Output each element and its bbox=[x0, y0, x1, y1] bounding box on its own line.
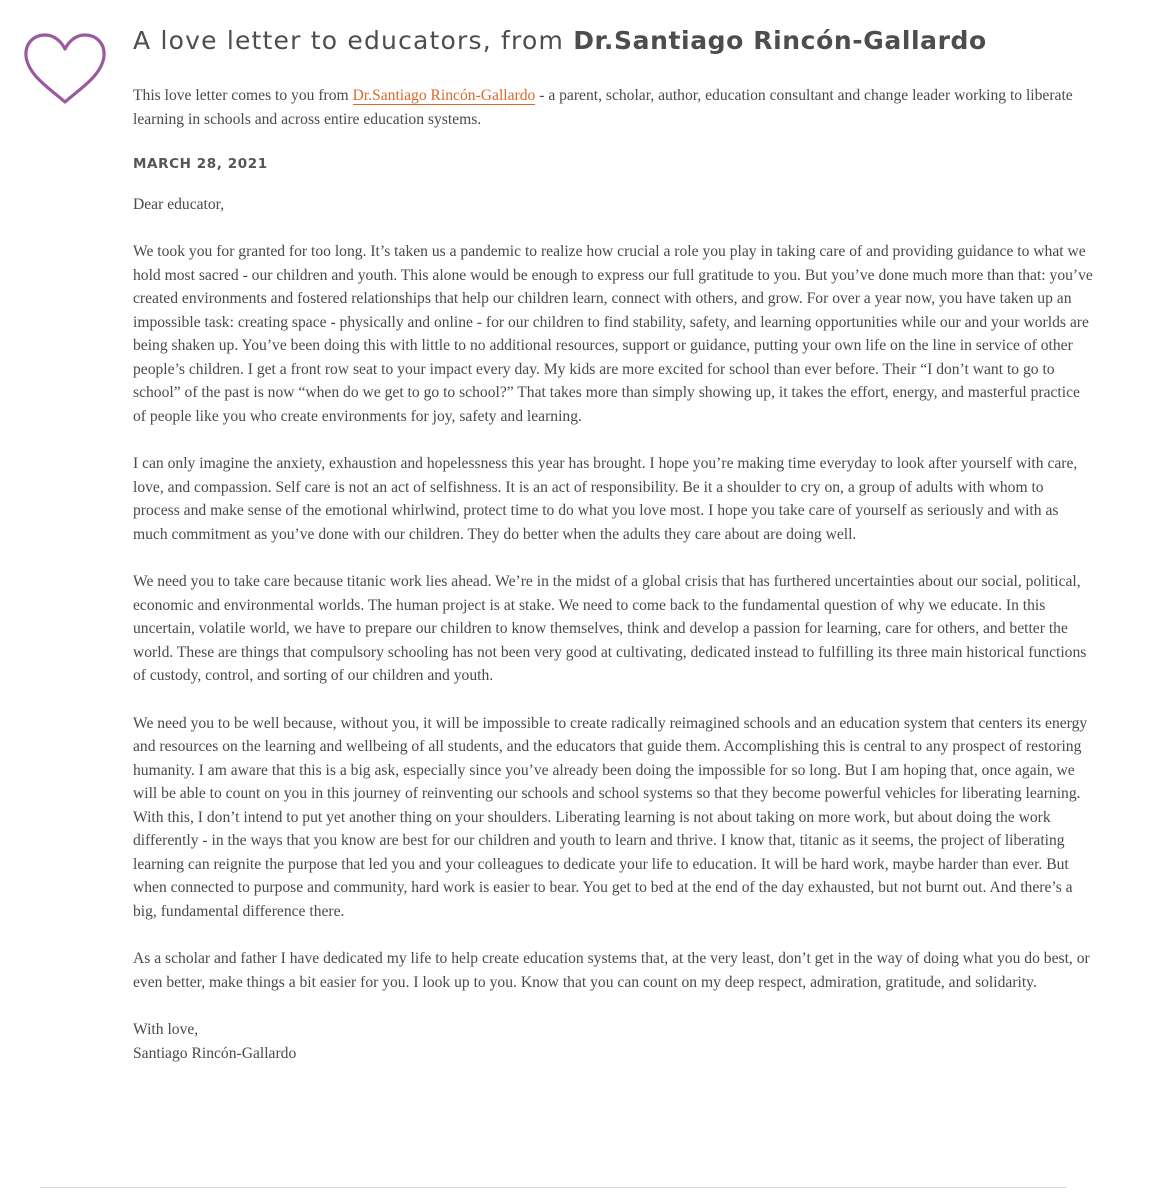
intro-paragraph bbox=[133, 84, 1093, 131]
title-author-name: Dr.Santiago Rincón-Gallardo bbox=[573, 26, 987, 55]
letter-date: MARCH 28, 2021 bbox=[133, 156, 268, 172]
intro-text-before: This love letter comes to you from bbox=[133, 87, 353, 104]
letter-paragraph-5: As a scholar and father I have dedicated my life to help create education systems that, at the very least, don’t get in the way of doing what you do best, or even better, make things a bit easier for you. I look up to you. Know that you can count on my deep respect, admiration, gratitude, and solidarity. bbox=[133, 950, 1090, 991]
closing-line: With love, bbox=[133, 1021, 199, 1038]
intro-text-after: - a parent, scholar, author, education consultant and change leader working to liberate learning in schools and across entire education systems. bbox=[133, 87, 1073, 128]
title-prefix: A love letter to educators, from bbox=[133, 26, 574, 55]
letter-paragraph-4: We need you to be well because, without you, it will be impossible to create radically reimagined schools and an education system that centers its energy and resources on the learning and wellbeing of all students, and the educators that guide them. Accomplishing this is central to any prospect of restoring humanity. I am aware that this is a big ask, especially since you’ve already been doing the impossible for so long. But I am hoping that, once again, we will be able to count on you in this journey of reinventing our schools and school systems so that they become powerful vehicles for liberating learning. With this, I don’t intend to put yet another thing on your shoulders. Liberating learning is not about taking on more work, but about doing the work differently - in the ways that you know are best for our children and youth to learn and thrive. I know that, titanic as it seems, the project of liberating learning can reignite the purpose that led you and your colleagues to dedicate your life to education. It will be hard work, maybe harder than ever. But when connected to purpose and community, hard work is easier to bear. You get to bed at the end of the day exhausted, but not burnt out. And there’s a big, fundamental difference there. bbox=[133, 714, 1088, 920]
letter-body bbox=[133, 84, 1093, 1065]
author-link[interactable]: Dr.Santiago Rincón-Gallardo bbox=[352, 87, 536, 104]
signature: Santiago Rincón-Gallardo bbox=[133, 1044, 297, 1062]
letter-paragraph-3: We need you to take care because titanic work lies ahead. We’re in the midst of a global crisis that has furthered uncertainties about our social, political, economic and environmental worlds. The human project is at stake. We need to come back to the fundamental question of why we educate. In this uncertain, volatile world, we have to prepare our children to know themselves, think and develop a passion for learning, care for others, and better the world. These are things that compulsory schooling has not been very good at cultivating, dedicated instead to fulfilling its three main historical functions of custody, control, and sorting of our children and youth. bbox=[133, 573, 1087, 684]
footer-divider bbox=[40, 1187, 1066, 1188]
letter-paragraph-1: We took you for granted for too long. It’s taken us a pandemic to realize how crucial a role you play in taking care of and providing guidance to what we hold most sacred - our children and youth. This alone would be enough to express our full gratitude to you. But you’ve done much more than that: you’ve created environments and fostered relationships that help our children learn, connect with others, and grow. For over a year now, you have taken up an impossible task: creating space - physically and online - for our children to find stability, safety, and learning opportunities while our and your worlds are being shaken up. You’ve been doing this with little to no additional resources, support or guidance, putting your own life on the line in service of other people’s children. I get a front row seat to your impact every day. My kids are more excited for school than ever before. Their “I don’t want to go to school” of the past is now “when do we get to go to school?” That takes more than simply showing up, it takes the effort, energy, and masterful practice of people like you who create environments for joy, safety and learning. bbox=[133, 243, 1093, 425]
heart-icon bbox=[22, 32, 108, 106]
letter-paragraph-2: I can only imagine the anxiety, exhaustion and hopelessness this year has brought. I hope you’re making time everyday to look after yourself with care, love, and compassion. Self care is not an act of selfishness. It is an act of responsibility. Be it a shoulder to cry on, a group of adults with whom to process and make sense of the emotional whirlwind, protect time to do what you love most. I hope you take care of yourself as seriously and with as much commitment as you’ve done with our children. They do better when the adults they care about are doing well. bbox=[133, 455, 1078, 543]
salutation: Dear educator, bbox=[133, 195, 225, 213]
page-title bbox=[133, 26, 987, 55]
